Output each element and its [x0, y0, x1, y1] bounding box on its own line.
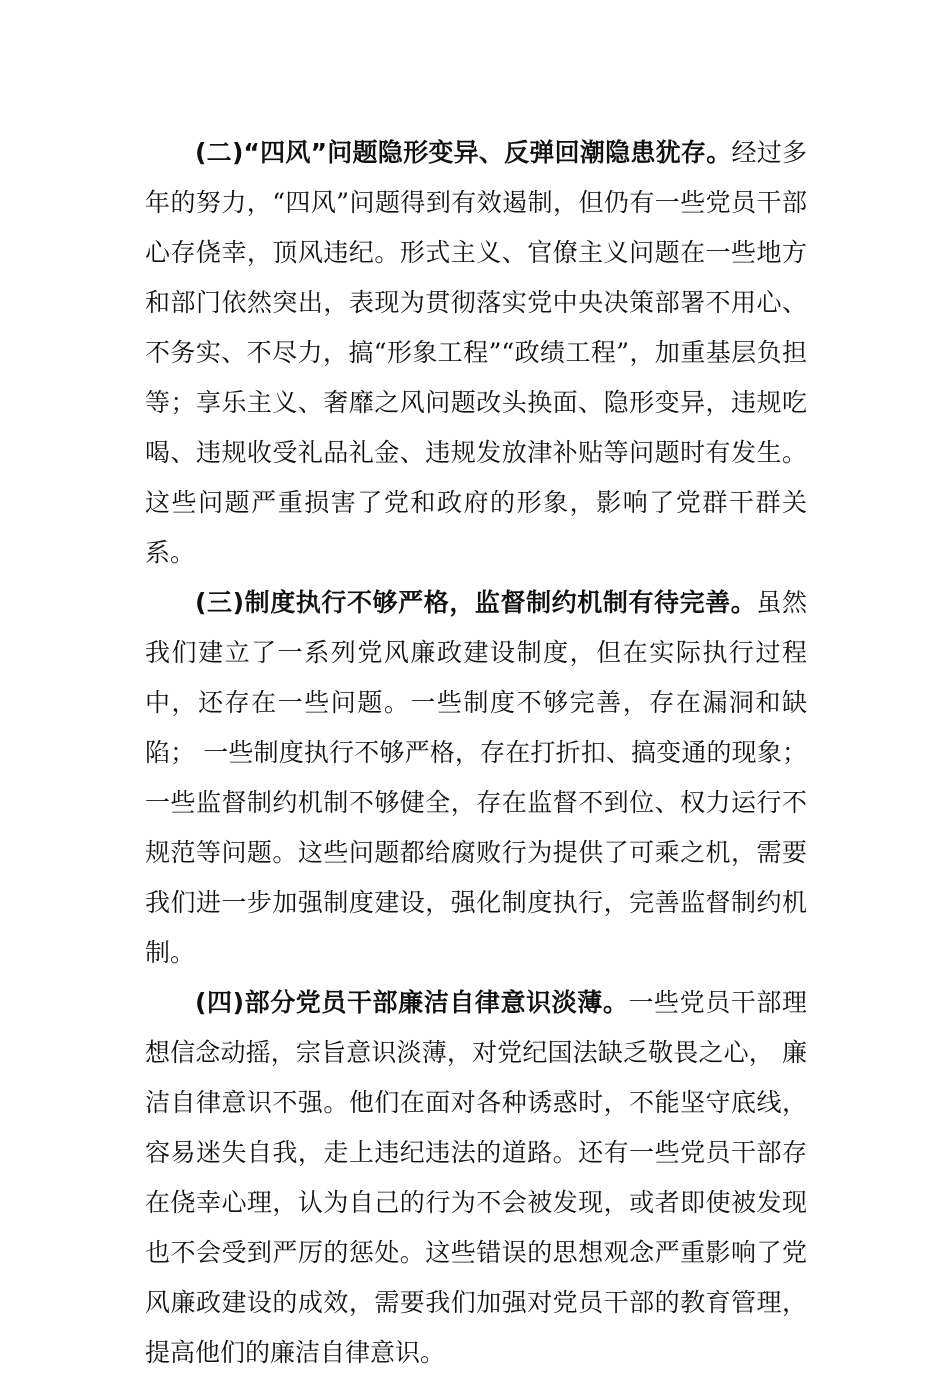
- paragraph-section-3: [145, 578, 807, 978]
- section-body-3: 虽然我们建立了一系列党风廉政建设制度，但在实际执行过程中，还存在一些问题。一些制度不够完善，存在漏洞和缺陷； 一些制度执行不够严格，存在打折扣、搞变通的现象；一些监督制约机制不够健全，存在监督不到位、权力运行不规范等问题。这些问题都给腐败行为提供了可乘之机，需要我们进一步加强制度建设，强化制度执行，完善监督制约机制。: [145, 588, 807, 967]
- section-heading-3: (三)制度执行不够严格，监督制约机制有待完善。: [195, 588, 757, 617]
- paragraph-section-4: [145, 978, 807, 1378]
- paragraph-section-2: [145, 128, 807, 578]
- section-heading-4: (四)部分党员干部廉洁自律意识淡薄。: [195, 988, 629, 1017]
- section-body-2: 经过多年的努力，“四风”问题得到有效遏制，但仍有一些党员干部心存侥幸，顶风违纪。形式主义、官僚主义问题在一些地方和部门依然突出，表现为贯彻落实党中央决策部署不用心、不务实、不尽力，搞“形象工程”“政绩工程”，加重基层负担等；享乐主义、奢靡之风问题改头换面、隐形变异，违规吃喝、违规收受礼品礼金、违规发放津补贴等问题时有发生。这些问题严重损害了党和政府的形象，影响了党群干群关系。: [145, 138, 807, 567]
- section-body-4: 一些党员干部理想信念动摇，宗旨意识淡薄，对党纪国法缺乏敬畏之心， 廉洁自律意识不强。他们在面对各种诱惑时，不能坚守底线， 容易迷失自我，走上违纪违法的道路。还有一些党员干部存在侥幸心理，认为自己的行为不会被发现，或者即使被发现也不会受到严厉的惩处。这些错误的思想观念严重影响了党风廉政建设的成效，需要我们加强对党员干部的教育管理， 提高他们的廉洁自律意识。: [145, 988, 807, 1367]
- document-body: [145, 128, 807, 1378]
- section-heading-2: (二)“四风”问题隐形变异、反弹回潮隐患犹存。: [195, 138, 732, 167]
